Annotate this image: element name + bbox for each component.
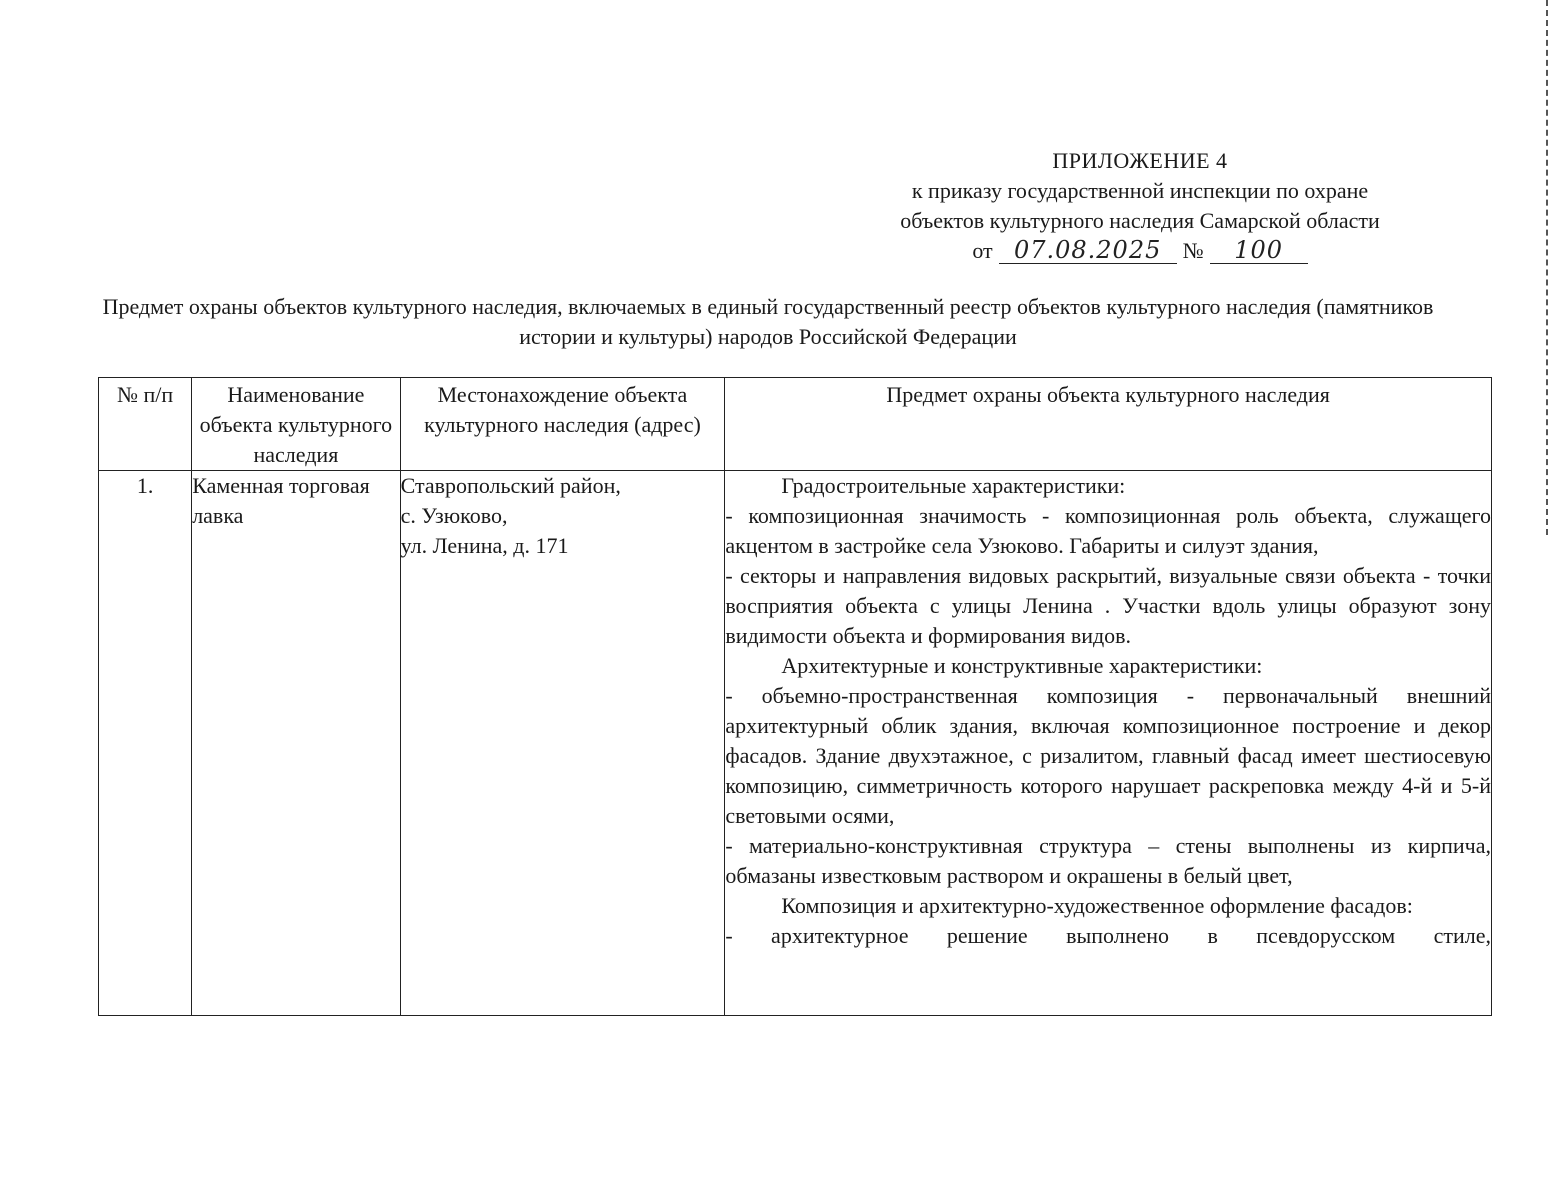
header-name: Наименование объекта культурного наследия — [192, 378, 400, 471]
document-title: Предмет охраны объектов культурного наследия, включаемых в единый государственный реестр объектов культурного наследия (памятников истории и культуры) народов Российской Федерации — [102, 294, 1434, 349]
date-prefix: от — [972, 238, 993, 263]
section-facade-design-title: Композиция и архитектурно-художественное оформление фасадов: — [781, 893, 1413, 918]
number-prefix: № — [1182, 238, 1204, 263]
section-urban-planning-title: Градостроительные характеристики: — [781, 473, 1126, 498]
item-material-structure: - материально-конструктивная структура – стены выполнены из кирпича, обмазаны известковым раствором и окрашены в белый цвет, — [725, 833, 1491, 888]
address-line-1: Ставропольский район, — [400, 473, 621, 498]
item-compositional-significance: - композиционная значимость - композиционная роль объекта, служащего акцентом в застройке села Узюково. Габариты и силуэт здания, — [725, 503, 1491, 558]
header-address: Местонахождение объекта культурного наследия (адрес) — [400, 378, 725, 471]
handwritten-date: 07.08.2025 — [999, 237, 1177, 264]
table-header-row — [99, 378, 1492, 471]
object-address — [400, 471, 725, 1016]
appendix-header — [830, 146, 1450, 266]
appendix-line-1: к приказу государственной инспекции по охране — [911, 178, 1369, 203]
appendix-line-2: объектов культурного наследия Самарской области — [900, 208, 1380, 233]
header-number: № п/п — [99, 378, 192, 471]
item-volumetric-composition: - объемно-пространственная композиция - первоначальный внешний архитектурный облик здания, включая композиционное построение и декор фасадов. Здание двухэтажное, с ризалитом, главный фасад имеет шестиосевую композицию, симметричность которого нарушает раскреповка между 4-й и 5-й световыми осями, — [725, 683, 1491, 828]
row-number: 1. — [99, 471, 192, 1016]
address-line-2: с. Узюково, — [400, 503, 508, 528]
page-edge-dashed-line — [1546, 0, 1548, 535]
order-date-number-line — [830, 236, 1450, 266]
table-row — [99, 471, 1492, 1016]
address-line-3: ул. Ленина, д. 171 — [400, 533, 569, 558]
appendix-title: ПРИЛОЖЕНИЕ 4 — [1052, 148, 1228, 173]
object-name: Каменная торговая лавка — [192, 471, 400, 1016]
item-view-sectors: - секторы и направления видовых раскрытий, визуальные связи объекта - точки восприятия объекта с улицы Ленина . Участки вдоль улицы образуют зону видимости объекта и формирования видов. — [725, 563, 1491, 648]
protection-subject-table — [98, 377, 1492, 1016]
item-architectural-style: - архитектурное решение выполнено в псевдорусском стиле, — [725, 923, 1491, 948]
protection-subject — [725, 471, 1492, 1016]
section-architecture-title: Архитектурные и конструктивные характеристики: — [781, 653, 1263, 678]
handwritten-number: 100 — [1210, 237, 1308, 264]
header-subject: Предмет охраны объекта культурного наследия — [725, 378, 1492, 471]
